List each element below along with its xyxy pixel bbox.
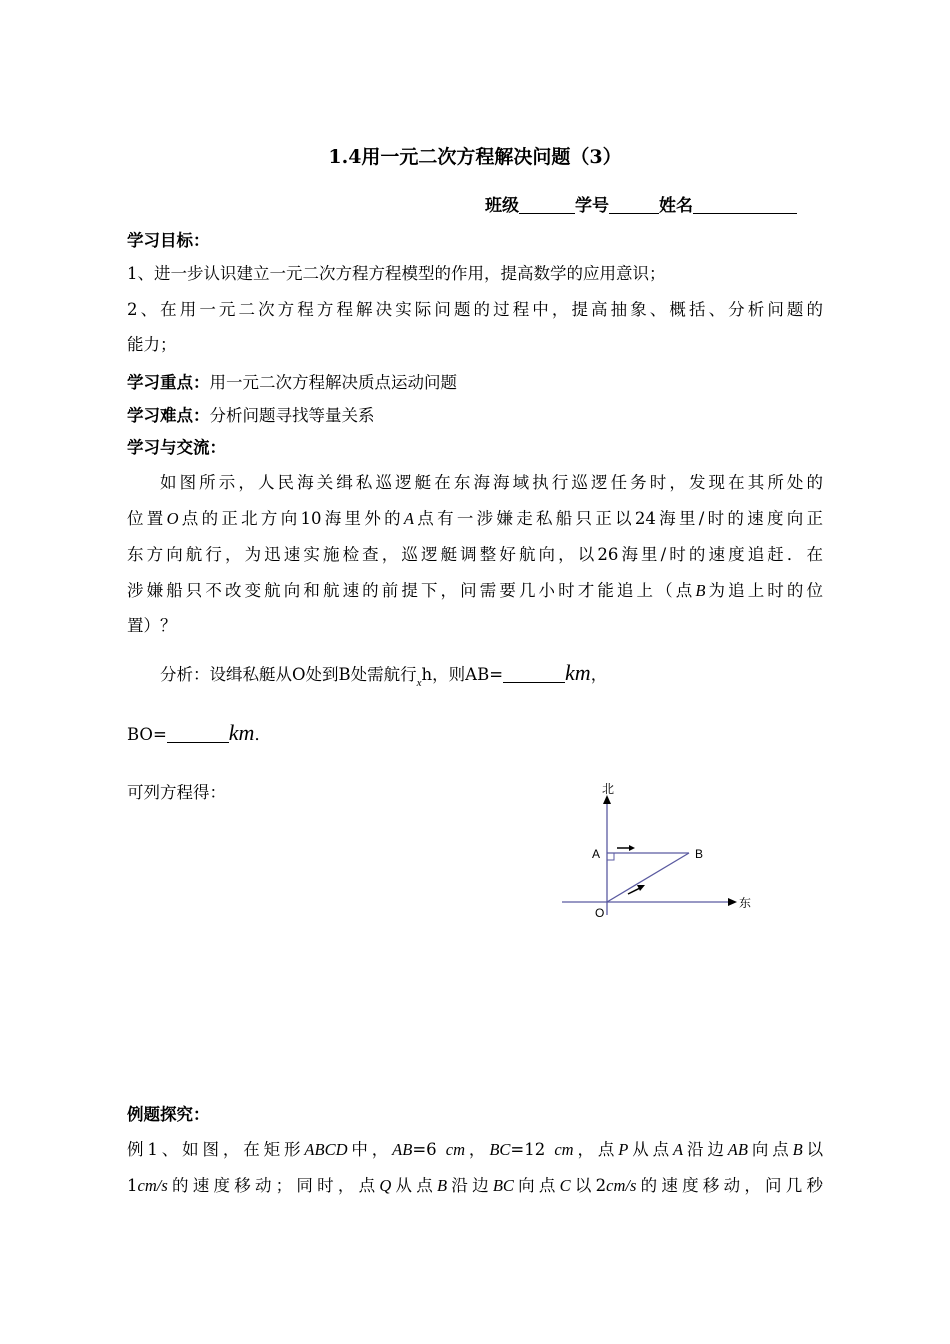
text: 从点 <box>628 1140 674 1159</box>
name-blank[interactable] <box>693 196 797 214</box>
text: =6 <box>412 1140 446 1159</box>
equation-prompt: 可列方程得： <box>127 783 226 802</box>
var: AB <box>727 1140 748 1159</box>
text: 的速度移动；同时，点 <box>167 1176 380 1195</box>
class-label: 班级 <box>485 196 519 216</box>
text: 以 <box>802 1140 824 1159</box>
text: ，点 <box>573 1140 619 1159</box>
text: 以2 <box>570 1176 607 1195</box>
label-A: A <box>592 847 601 861</box>
text: BO= <box>127 725 167 744</box>
problem-line-4 <box>127 577 823 601</box>
text: 例1、如图，在矩形 <box>127 1140 305 1159</box>
example-1-line-2 <box>127 1172 823 1196</box>
text: 沿边 <box>683 1140 728 1159</box>
text: h，则AB= <box>421 665 504 684</box>
var: C <box>559 1176 571 1195</box>
examples-heading: 例题探究： <box>127 1105 210 1124</box>
goal-2-cont: 能力； <box>127 335 177 354</box>
text: 向点 <box>513 1176 560 1195</box>
right-angle-mark <box>607 853 614 860</box>
text: 1 <box>127 1176 138 1195</box>
var: BC <box>492 1176 514 1195</box>
text: ． <box>254 725 271 744</box>
text: ， <box>590 665 608 684</box>
page-title: 1.4用一元二次方程解决问题（3） <box>328 146 622 168</box>
analysis-line <box>160 660 607 689</box>
label-B: B <box>695 847 704 861</box>
problem-line-5: 置）？ <box>127 616 177 635</box>
direction-diagram <box>550 780 770 920</box>
text: 中， <box>347 1140 393 1159</box>
name-label: 姓名 <box>659 196 693 216</box>
unit: cm <box>554 1140 574 1159</box>
var: Q <box>379 1176 392 1195</box>
text: ， <box>465 1140 490 1159</box>
text: 点的正北方向10海里外的 <box>178 509 404 528</box>
problem-line-2 <box>127 505 823 529</box>
student-info <box>485 191 797 216</box>
variable-x: x <box>416 677 422 689</box>
exchange-heading: 学习与交流： <box>127 438 226 457</box>
difficulty-text: 分析问题寻找等量关系 <box>209 406 375 425</box>
ab-blank[interactable] <box>503 666 565 684</box>
difficulty-line <box>127 402 375 426</box>
focus-label: 学习重点： <box>127 373 210 392</box>
problem-line-3: 东方向航行，为迅速实施检查，巡逻艇调整好航向，以26海里/时的速度追赶．在 <box>127 545 823 564</box>
unit: cm <box>445 1140 466 1159</box>
point-O: O <box>166 509 179 528</box>
text: 位置 <box>127 509 167 528</box>
var: P <box>618 1140 629 1159</box>
var: B <box>437 1176 448 1195</box>
goal-2: 2、在用一元二次方程方程解决实际问题的过程中，提高抽象、概括、分析问题的 <box>127 300 823 319</box>
focus-line <box>127 369 457 393</box>
var: AB <box>392 1140 413 1159</box>
problem-line-1: 如图所示，人民海关缉私巡逻艇在东海海域执行巡逻任务时，发现在其所处的 <box>160 473 823 492</box>
unit: cm/s <box>606 1176 637 1195</box>
label-north: 北 <box>602 782 615 796</box>
text: =12 <box>510 1140 555 1159</box>
number-blank[interactable] <box>609 196 659 214</box>
bo-line <box>127 720 271 746</box>
unit-km: km <box>565 660 591 685</box>
var: BC <box>489 1140 511 1159</box>
focus-text: 用一元二次方程解决质点运动问题 <box>209 373 457 392</box>
east-arrow-icon <box>728 898 737 906</box>
var: A <box>673 1140 684 1159</box>
north-arrow-icon <box>603 795 611 804</box>
difficulty-label: 学习难点： <box>127 406 210 425</box>
var: ABCD <box>304 1140 348 1159</box>
example-1-line-1 <box>127 1136 823 1160</box>
number-label: 学号 <box>575 196 609 216</box>
class-blank[interactable] <box>519 196 575 214</box>
text: 沿边 <box>447 1176 493 1195</box>
goals-heading: 学习目标： <box>127 231 210 250</box>
point-A: A <box>403 509 414 528</box>
text: 涉嫌船只不改变航向和航速的前提下，问需要几小时才能追上（点 <box>127 581 696 600</box>
label-east: 东 <box>739 896 752 910</box>
text: 点有一涉嫌走私船只正以24海里/时的速度向正 <box>414 509 824 528</box>
unit-km: km <box>228 720 255 745</box>
text: 的速度移动，问几秒 <box>636 1176 824 1195</box>
segment-OB <box>607 853 689 902</box>
text: 向点 <box>747 1140 793 1159</box>
text: 分析：设缉私艇从O处到B处需航行 <box>160 665 417 684</box>
goal-1: 1、进一步认识建立一元二次方程方程模型的作用，提高数学的应用意识； <box>127 264 666 283</box>
bo-blank[interactable] <box>167 726 229 744</box>
unit: cm/s <box>137 1176 168 1195</box>
text: 为追上时的位 <box>705 581 824 600</box>
point-B: B <box>695 581 706 600</box>
label-O: O <box>595 906 605 920</box>
text: 从点 <box>391 1176 438 1195</box>
var: B <box>792 1140 803 1159</box>
